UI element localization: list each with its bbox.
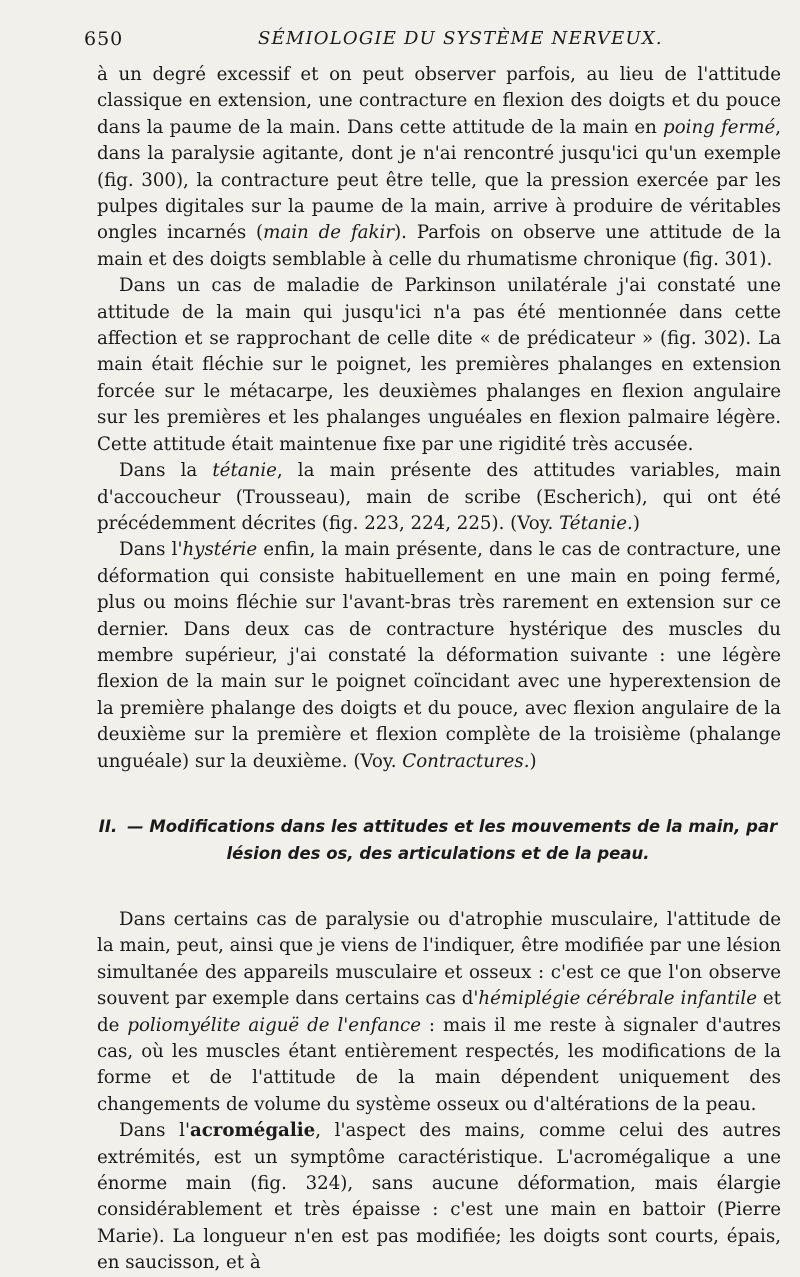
running-head — [0, 24, 800, 54]
page-number: 650 — [84, 28, 124, 50]
paragraph-1: à un degré excessif et on peut observer parfois, au lieu de l'attitude classique en extension, une contracture en flexion des doigts et du pouce dans la paume de la main. Dans cette attitude de la main en poing fermé, dans la paralysie agitante, dont je n'ai rencontré jusqu'ici qu'un exemple (fig. 300), la contracture peut être telle, que la pression exercée par les pulpes digitales sur la paume de la main, arrive à produire de véritables ongles incarnés (main de fakir). Parfois on observe une attitude de la main et des doigts semblable à celle du rhumatisme chronique (fig. 301). — [97, 64, 781, 270]
emphasis-tetanie: tétanie — [212, 460, 277, 482]
paragraph-2: Dans un cas de maladie de Parkinson unilatérale j'ai constaté une attitude de la main qui jusqu'ici n'a pas été mentionnée dans cette affection et se rapprochant de celle dite « de prédicateur » (fig. 302). La main était fléchie sur le poignet, les premières phalanges en extension forcée sur le métacarpe, les deuxièmes phalanges en flexion angulaire sur les premières et les phalanges unguéales en flexion palmaire légère. Cette attitude était maintenue fixe par une rigidité très accusée. — [97, 275, 781, 455]
emphasis-main-de-fakir: main de fakir — [263, 222, 395, 244]
emphasis-hysterie: hystérie — [182, 539, 258, 561]
section-title: — Modifications dans les attitudes et les mouvements de la main, par lésion des os, des articulations et de la peau. — [127, 816, 778, 863]
body-text — [97, 62, 781, 1277]
paragraph-3: Dans la tétanie, la main présente des attitudes variables, main d'accoucheur (Trousseau), main de scribe (Escherich), qui ont été précédemment décrites (fig. 223, 224, 225). (Voy. Tétanie.) — [97, 460, 781, 534]
section-heading — [95, 813, 781, 867]
paragraph-5: Dans certains cas de paralysie ou d'atrophie musculaire, l'attitude de la main, peut, ainsi que je viens de l'indiquer, être modifiée par une lésion simultanée des appareils musculaire et osseux : c'est ce que l'on observe souvent par exemple dans certains cas d'hémiplégie cérébrale infantile et de poliomyélite aiguë de l'enfance : mais il me reste à signaler d'autres cas, où les muscles étant entièrement respectés, les modifications de la forme et de l'attitude de la main dépendent uniquement des changements de volume du système osseux ou d'altérations de la peau. — [97, 908, 781, 1115]
emphasis-poliomyelite: poliomyélite aiguë de l'enfance — [127, 1014, 421, 1036]
running-title: SÉMIOLOGIE DU SYSTÈME NERVEUX. — [258, 28, 663, 49]
section-number: II. — [98, 816, 118, 836]
emphasis-poing-ferme: poing fermé — [663, 116, 776, 138]
paragraph-6: Dans l'acromégalie, l'aspect des mains, comme celui des autres extrémités, est un symptôme caractéristique. L'acromégalique a une énorme main (fig. 324), sans aucune déformation, mais élargie considérablement et très épaisse : c'est une main en battoir (Pierre Marie). La longueur n'en est pas modifiée; les doigts sont courts, épais, en saucisson, et à — [97, 1120, 781, 1274]
reference-tetanie: Tétanie. — [559, 512, 633, 534]
reference-contractures: Contractures. — [402, 750, 530, 772]
emphasis-hemiplegie: hémiplégie cérébrale infantile — [478, 988, 757, 1010]
emphasis-acromegalie: acromégalie — [189, 1120, 316, 1142]
paragraph-4: Dans l'hystérie enfin, la main présente, dans le cas de contracture, une déformation qui consiste habituellement en une main en poing fermé, plus ou moins fléchie sur l'avant-bras très rarement en extension sur ce dernier. Dans deux cas de contracture hystérique des muscles du membre supérieur, j'ai constaté la déformation suivante : une légère flexion de la main sur le poignet coïncidant avec une hyperextension de la première phalange des doigts et du pouce, avec flexion angulaire de la deuxième sur la première et flexion complète de la troisième (phalange unguéale) sur la deuxième. (Voy. Contractures.) — [97, 539, 781, 772]
